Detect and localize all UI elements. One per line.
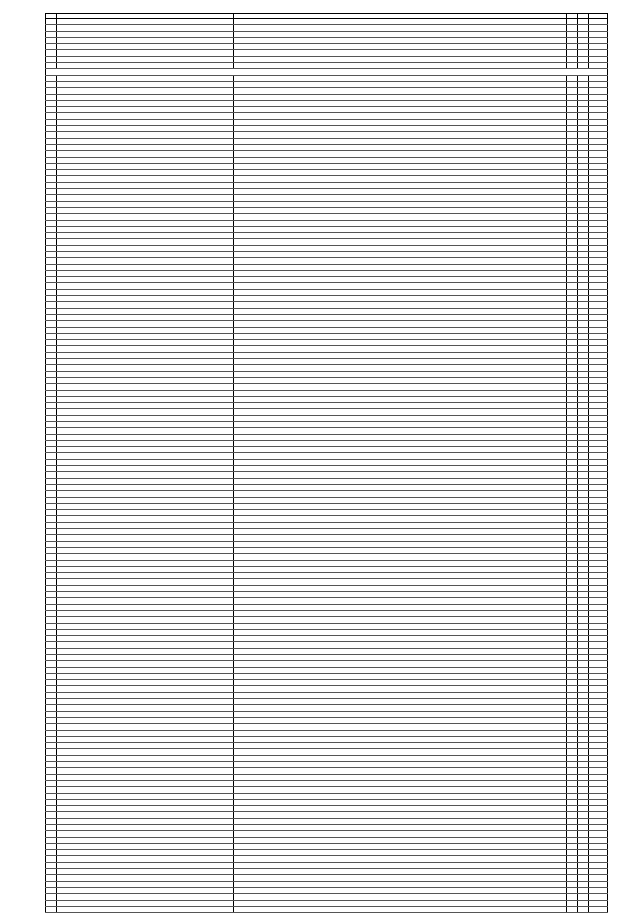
cell-period: [589, 906, 608, 912]
cell-number: [46, 906, 57, 912]
cell-work: [234, 906, 567, 912]
cell-year-b: [578, 906, 589, 912]
cell-address: [57, 906, 234, 912]
table-body: [46, 14, 608, 913]
cell-year-a: [567, 906, 578, 912]
table-row: [46, 906, 608, 912]
document-table: [45, 13, 608, 913]
